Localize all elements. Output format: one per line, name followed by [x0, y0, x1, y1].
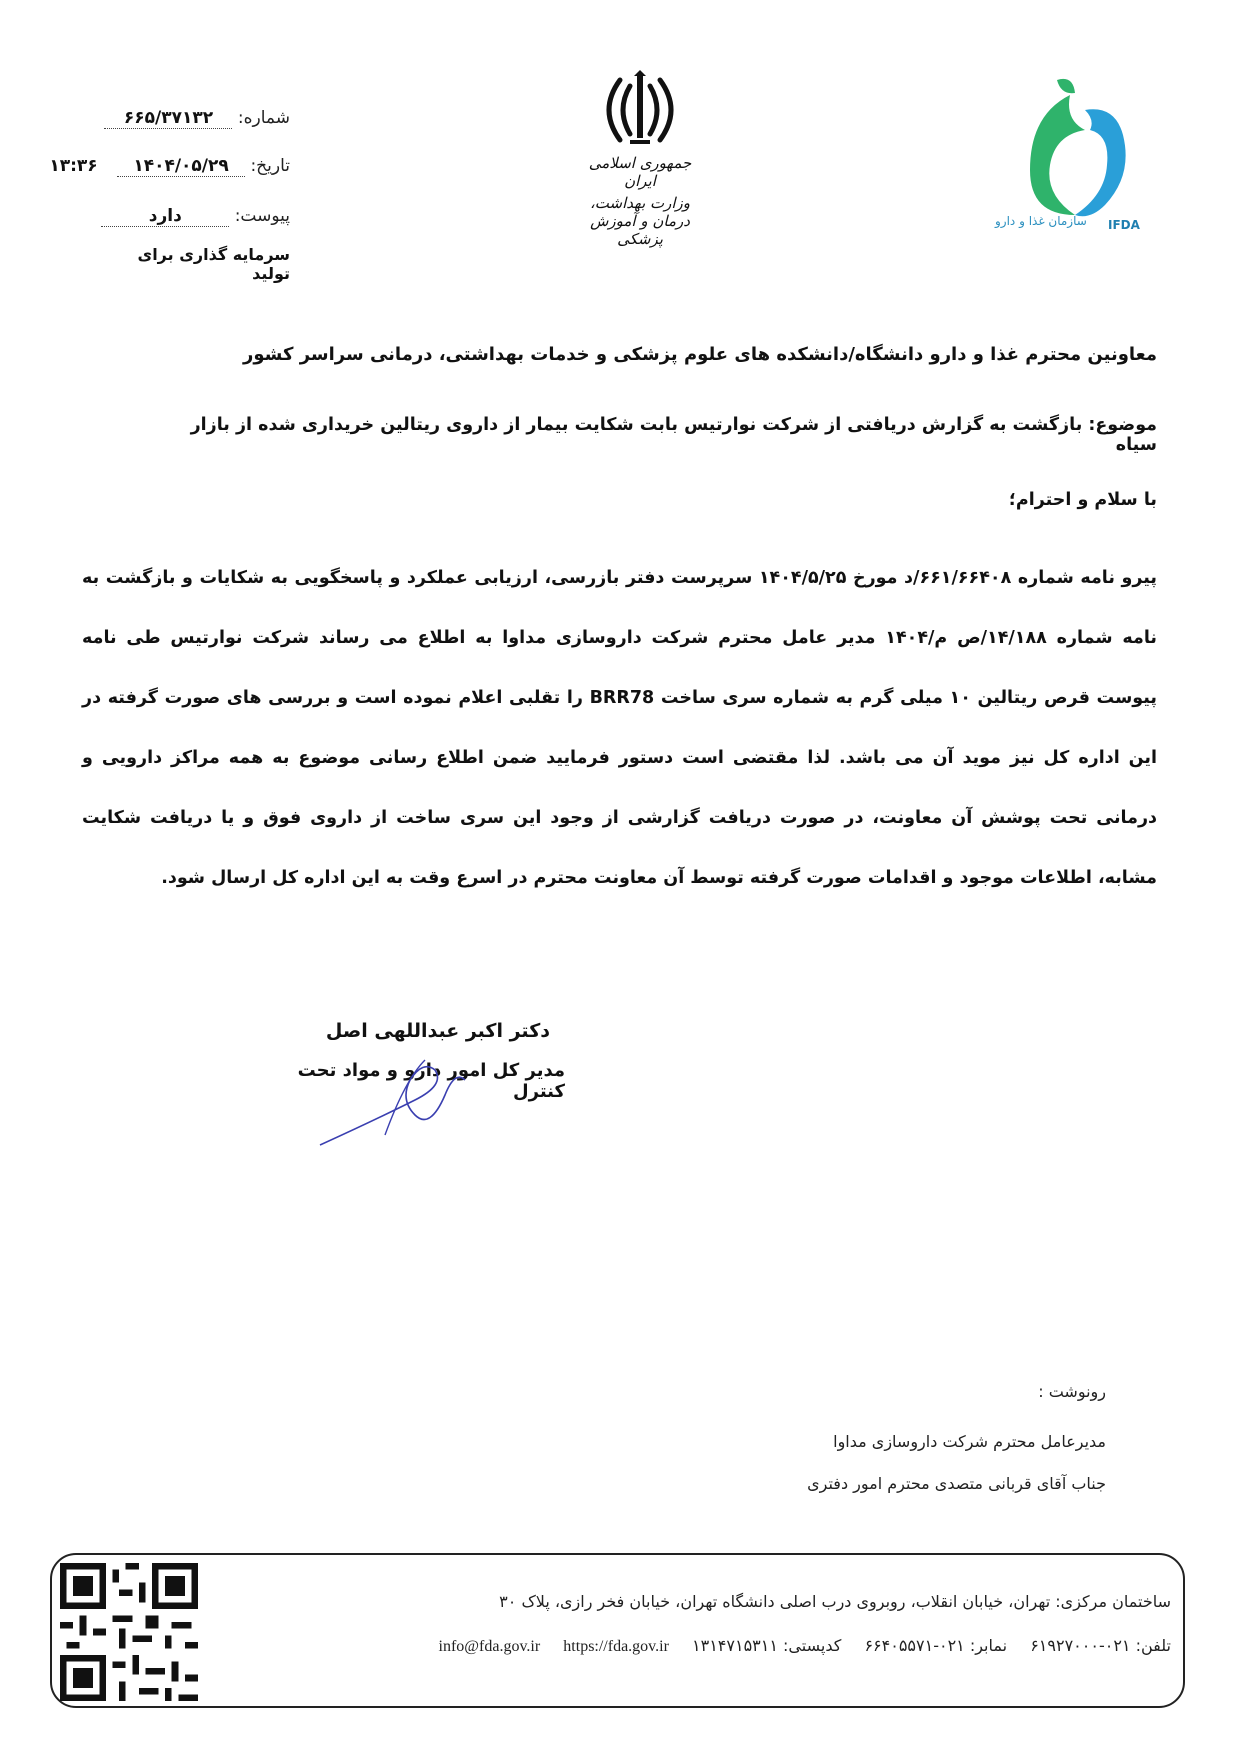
letter-date-value: ۱۴۰۴/۰۵/۲۹: [117, 156, 245, 177]
letter-attachment-value: دارد: [101, 206, 229, 227]
national-emblem: [575, 70, 705, 248]
ifda-logo-text: سازمان غذا و دارو: [995, 214, 1087, 228]
footer-website-link[interactable]: https://fda.gov.ir: [563, 1638, 669, 1655]
footer-fax: نمابر: ۰۲۱-۶۶۴۰۵۵۷۱: [864, 1636, 1008, 1655]
cc-label: رونوشت :: [1038, 1382, 1106, 1401]
signatory-title: مدیر کل امور دارو و مواد تحت کنترل: [297, 1060, 565, 1102]
footer-email-link[interactable]: info@fda.gov.ir: [438, 1638, 541, 1655]
slogan: سرمایه گذاری برای تولید: [137, 245, 290, 283]
subject-line: موضوع: بازگشت به گزارش دریافتی از شرکت نوارتیس بابت شکایت بیمار از داروی ریتالین خریداری شده از بازار سیاه: [190, 415, 1157, 455]
letter-number-label: شماره:: [237, 108, 290, 128]
footer-contact: [421, 1636, 1171, 1656]
letter-paragraph: پیرو نامه شماره ۶۶۱/۶۶۴۰۸/د مورخ ۱۴۰۴/۵/۲۵ سرپرست دفتر بازرسی، ارزیابی عملکرد و پاسخگویی به شکایات و بازگشت به نامه شماره ۱۴/۱۸۸/ص م/۱۴۰۴ مدیر عامل محترم شرکت داروسازی مداوا به اطلاع می رساند شرکت نوارتیس طی نامه پیوست قرص ریتالین ۱۰ میلی گرم به شماره سری ساخت BRR78 را تقلبی اعلام نموده است و بررسی های صورت گرفته در این اداره کل نیز موید آن می باشد. لذا مقتضی است دستور فرمایید ضمن اطلاع رسانی موضوع به همه مراکز دارویی و درمانی تحت پوشش آن معاونت، در صورت دریافت گزارشی از وجود این سری ساخت از داروی فوق و یا دریافت شکایت مشابه، اطلاعات موجود و اقدامات صورت گرفته توسط آن معاونت محترم در اسرع وقت به این اداره کل ارسال شود.: [82, 568, 1157, 888]
cc-item: مدیرعامل محترم شرکت داروسازی مداوا: [833, 1432, 1106, 1451]
qr-code-icon: [60, 1563, 198, 1701]
letter-date-row: [35, 156, 290, 177]
letter-date-label: تاریخ:: [250, 156, 290, 176]
ifda-logo-text-en: IFDA: [1108, 218, 1140, 232]
ifda-logo-icon: [995, 75, 1145, 235]
cc-item: جناب آقای قربانی متصدی محترم امور دفتری: [807, 1474, 1106, 1493]
recipient-line: معاونین محترم غذا و دارو دانشگاه/دانشکده های علوم پزشکی و خدمات بهداشتی، درمانی سراسر کشور: [243, 344, 1157, 365]
greeting-line: با سلام و احترام؛: [1008, 490, 1157, 510]
letter-attachment-row: [120, 206, 290, 227]
footer-address: ساختمان مرکزی: تهران، خیابان انقلاب، روبروی درب اصلی دانشگاه تهران، خیابان فخر رازی، پلاک ۳۰: [499, 1592, 1171, 1611]
letter-time-value: ۱۳:۳۶: [49, 156, 98, 176]
footer-phone: تلفن: ۰۲۱-۶۱۹۲۷۰۰۰: [1030, 1636, 1171, 1655]
letter-attachment-label: پیوست:: [234, 206, 290, 226]
letter-number-row: [120, 108, 290, 129]
emblem-country-name: جمهوری اسلامی ایران: [588, 154, 692, 190]
signatory-name: دکتر اکبر عبداللهی اصل: [325, 1020, 550, 1042]
letter-number-value: ۶۶۵/۳۷۱۳۲: [104, 108, 232, 129]
handwritten-signature: [315, 1040, 475, 1150]
emblem-ministry-name: وزارت بهداشت، درمان و آموزش پزشکی: [589, 194, 691, 248]
footer-box: [50, 1553, 1185, 1708]
iran-emblem-icon: [590, 70, 690, 150]
footer-postal-code: کدپستی: ۱۳۱۴۷۱۵۳۱۱: [692, 1636, 842, 1655]
